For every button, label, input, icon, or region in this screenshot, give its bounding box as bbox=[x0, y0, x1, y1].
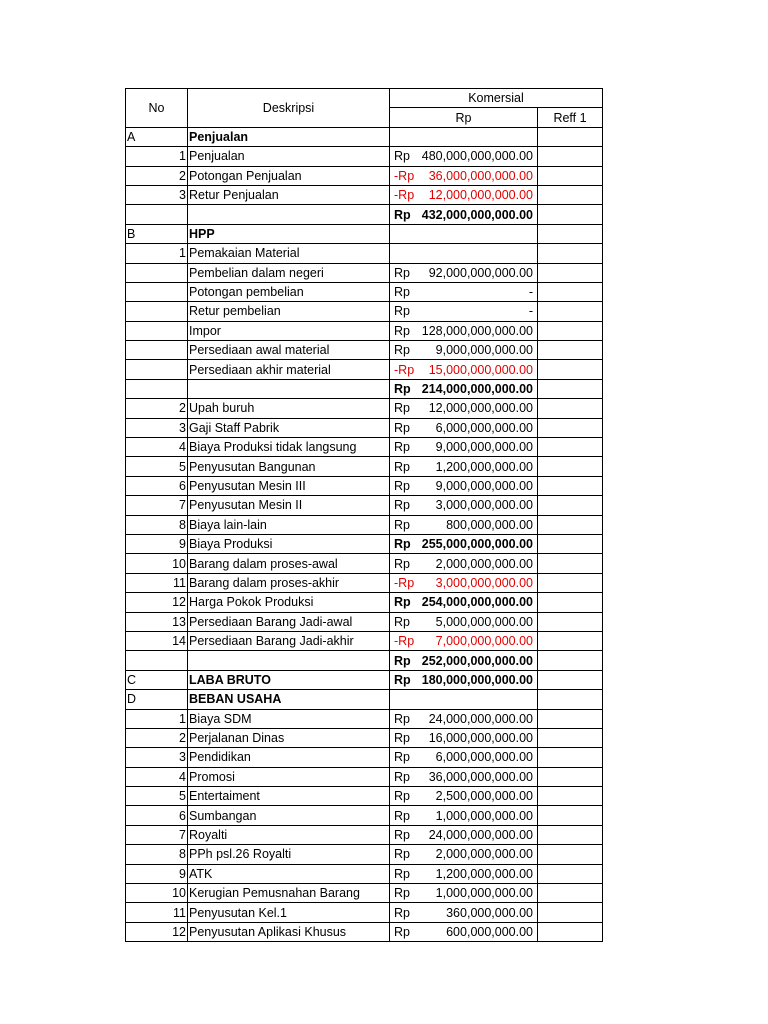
cell-reff[interactable] bbox=[538, 321, 603, 340]
cell-no[interactable]: D bbox=[126, 690, 188, 709]
cell-deskripsi[interactable]: BEBAN USAHA bbox=[188, 690, 390, 709]
cell-reff[interactable] bbox=[538, 864, 603, 883]
cell-currency[interactable] bbox=[390, 127, 420, 146]
cell-amount[interactable]: 3,000,000,000.00 bbox=[420, 573, 538, 592]
cell-amount[interactable] bbox=[420, 690, 538, 709]
cell-reff[interactable] bbox=[538, 787, 603, 806]
cell-deskripsi[interactable] bbox=[188, 205, 390, 224]
cell-deskripsi[interactable]: Impor bbox=[188, 321, 390, 340]
table-row bbox=[126, 631, 603, 650]
cell-no[interactable]: 5 bbox=[126, 787, 188, 806]
cell-currency[interactable]: -Rp bbox=[390, 631, 420, 650]
cell-currency[interactable]: Rp bbox=[390, 787, 420, 806]
cell-no[interactable]: 2 bbox=[126, 399, 188, 418]
cell-no[interactable] bbox=[126, 205, 188, 224]
cell-amount[interactable]: 255,000,000,000.00 bbox=[420, 534, 538, 553]
cell-reff[interactable] bbox=[538, 748, 603, 767]
cell-currency[interactable]: -Rp bbox=[390, 185, 420, 204]
cell-currency[interactable]: Rp bbox=[390, 903, 420, 922]
table-row bbox=[126, 399, 603, 418]
table-row bbox=[126, 302, 603, 321]
cell-deskripsi[interactable]: Biaya Produksi bbox=[188, 534, 390, 553]
cell-reff[interactable] bbox=[538, 282, 603, 301]
cell-no[interactable]: 11 bbox=[126, 573, 188, 592]
cell-deskripsi[interactable]: Retur Penjualan bbox=[188, 185, 390, 204]
cell-amount[interactable]: 128,000,000,000.00 bbox=[420, 321, 538, 340]
cell-reff[interactable] bbox=[538, 534, 603, 553]
cell-reff[interactable] bbox=[538, 244, 603, 263]
cell-amount[interactable]: 480,000,000,000.00 bbox=[420, 147, 538, 166]
cell-reff[interactable] bbox=[538, 690, 603, 709]
cell-amount[interactable]: 432,000,000,000.00 bbox=[420, 205, 538, 224]
cell-reff[interactable] bbox=[538, 302, 603, 321]
cell-reff[interactable] bbox=[538, 806, 603, 825]
header-rp[interactable]: Rp bbox=[390, 108, 538, 127]
cell-amount[interactable]: 36,000,000,000.00 bbox=[420, 166, 538, 185]
cell-reff[interactable] bbox=[538, 825, 603, 844]
cell-deskripsi[interactable]: Penyusutan Mesin III bbox=[188, 476, 390, 495]
table-row bbox=[126, 864, 603, 883]
cell-reff[interactable] bbox=[538, 127, 603, 146]
cell-reff[interactable] bbox=[538, 573, 603, 592]
table-row bbox=[126, 515, 603, 534]
cell-no[interactable]: 5 bbox=[126, 457, 188, 476]
cell-no[interactable]: 14 bbox=[126, 631, 188, 650]
cell-deskripsi[interactable]: HPP bbox=[188, 224, 390, 243]
cell-deskripsi[interactable]: Persediaan Barang Jadi-akhir bbox=[188, 631, 390, 650]
cell-amount[interactable] bbox=[420, 127, 538, 146]
cell-reff[interactable] bbox=[538, 476, 603, 495]
cell-deskripsi[interactable]: Penyusutan Bangunan bbox=[188, 457, 390, 476]
cell-no[interactable] bbox=[126, 282, 188, 301]
table-row bbox=[126, 127, 603, 146]
cell-currency[interactable]: Rp bbox=[390, 651, 420, 670]
cell-deskripsi[interactable] bbox=[188, 651, 390, 670]
cell-currency[interactable]: Rp bbox=[390, 612, 420, 631]
cell-currency[interactable]: Rp bbox=[390, 496, 420, 515]
cell-reff[interactable] bbox=[538, 457, 603, 476]
cell-amount[interactable]: 15,000,000,000.00 bbox=[420, 360, 538, 379]
cell-reff[interactable] bbox=[538, 884, 603, 903]
cell-currency[interactable]: Rp bbox=[390, 418, 420, 437]
cell-deskripsi[interactable]: Persediaan awal material bbox=[188, 341, 390, 360]
table-row bbox=[126, 379, 603, 398]
cell-no[interactable]: 7 bbox=[126, 825, 188, 844]
table-row bbox=[126, 845, 603, 864]
cell-deskripsi[interactable]: Harga Pokok Produksi bbox=[188, 593, 390, 612]
cell-currency[interactable]: Rp bbox=[390, 205, 420, 224]
cell-deskripsi[interactable]: Pemakaian Material bbox=[188, 244, 390, 263]
cell-deskripsi[interactable]: Gaji Staff Pabrik bbox=[188, 418, 390, 437]
cell-deskripsi[interactable]: Perjalanan Dinas bbox=[188, 728, 390, 747]
cell-currency[interactable]: Rp bbox=[390, 767, 420, 786]
cell-deskripsi[interactable]: Potongan pembelian bbox=[188, 282, 390, 301]
cell-currency[interactable]: Rp bbox=[390, 341, 420, 360]
table-row bbox=[126, 457, 603, 476]
cell-no[interactable] bbox=[126, 321, 188, 340]
cell-deskripsi[interactable]: Pendidikan bbox=[188, 748, 390, 767]
cell-deskripsi[interactable]: Biaya Produksi tidak langsung bbox=[188, 438, 390, 457]
header-deskripsi[interactable]: Deskripsi bbox=[188, 89, 390, 128]
cell-amount[interactable]: 214,000,000,000.00 bbox=[420, 379, 538, 398]
cell-reff[interactable] bbox=[538, 709, 603, 728]
table-row bbox=[126, 670, 603, 689]
cell-amount[interactable]: 6,000,000,000.00 bbox=[420, 418, 538, 437]
financial-table bbox=[125, 88, 603, 942]
cell-no[interactable]: 12 bbox=[126, 593, 188, 612]
table-row bbox=[126, 496, 603, 515]
cell-no[interactable]: 2 bbox=[126, 166, 188, 185]
table-row bbox=[126, 903, 603, 922]
cell-deskripsi[interactable]: Kerugian Pemusnahan Barang bbox=[188, 884, 390, 903]
table-row bbox=[126, 825, 603, 844]
table-row bbox=[126, 476, 603, 495]
cell-amount[interactable]: 9,000,000,000.00 bbox=[420, 438, 538, 457]
cell-currency[interactable]: -Rp bbox=[390, 573, 420, 592]
cell-deskripsi[interactable]: ATK bbox=[188, 864, 390, 883]
cell-deskripsi[interactable] bbox=[188, 379, 390, 398]
cell-deskripsi[interactable]: Pembelian dalam negeri bbox=[188, 263, 390, 282]
cell-amount[interactable]: 7,000,000,000.00 bbox=[420, 631, 538, 650]
cell-no[interactable]: 3 bbox=[126, 748, 188, 767]
cell-reff[interactable] bbox=[538, 845, 603, 864]
table-row bbox=[126, 360, 603, 379]
cell-currency[interactable] bbox=[390, 224, 420, 243]
header-no[interactable]: No bbox=[126, 89, 188, 128]
cell-currency[interactable] bbox=[390, 690, 420, 709]
cell-reff[interactable] bbox=[538, 166, 603, 185]
cell-currency[interactable]: Rp bbox=[390, 147, 420, 166]
cell-reff[interactable] bbox=[538, 767, 603, 786]
cell-amount[interactable]: 252,000,000,000.00 bbox=[420, 651, 538, 670]
cell-currency[interactable]: Rp bbox=[390, 457, 420, 476]
cell-amount[interactable]: 36,000,000,000.00 bbox=[420, 767, 538, 786]
table-row bbox=[126, 651, 603, 670]
cell-amount[interactable]: 24,000,000,000.00 bbox=[420, 825, 538, 844]
cell-currency[interactable]: Rp bbox=[390, 709, 420, 728]
table-row bbox=[126, 709, 603, 728]
cell-currency[interactable]: -Rp bbox=[390, 166, 420, 185]
cell-reff[interactable] bbox=[538, 341, 603, 360]
cell-currency[interactable]: Rp bbox=[390, 806, 420, 825]
cell-no[interactable]: A bbox=[126, 127, 188, 146]
cell-no[interactable]: 12 bbox=[126, 922, 188, 941]
cell-amount[interactable] bbox=[420, 224, 538, 243]
cell-deskripsi[interactable]: Promosi bbox=[188, 767, 390, 786]
cell-amount[interactable]: 12,000,000,000.00 bbox=[420, 399, 538, 418]
cell-amount[interactable]: 12,000,000,000.00 bbox=[420, 185, 538, 204]
cell-no[interactable]: 9 bbox=[126, 534, 188, 553]
table-row bbox=[126, 205, 603, 224]
cell-currency[interactable]: -Rp bbox=[390, 360, 420, 379]
cell-currency[interactable]: Rp bbox=[390, 321, 420, 340]
cell-amount[interactable]: 5,000,000,000.00 bbox=[420, 612, 538, 631]
table-row bbox=[126, 418, 603, 437]
cell-currency[interactable]: Rp bbox=[390, 282, 420, 301]
cell-no[interactable]: 6 bbox=[126, 476, 188, 495]
table-row bbox=[126, 767, 603, 786]
cell-amount[interactable]: 1,000,000,000.00 bbox=[420, 806, 538, 825]
header-komersial[interactable]: Komersial bbox=[390, 89, 603, 108]
cell-deskripsi[interactable]: Penyusutan Kel.1 bbox=[188, 903, 390, 922]
cell-reff[interactable] bbox=[538, 263, 603, 282]
cell-amount[interactable] bbox=[420, 244, 538, 263]
cell-deskripsi[interactable]: Barang dalam proses-awal bbox=[188, 554, 390, 573]
cell-amount[interactable]: 600,000,000.00 bbox=[420, 922, 538, 941]
cell-currency[interactable]: Rp bbox=[390, 515, 420, 534]
cell-deskripsi[interactable]: PPh psl.26 Royalti bbox=[188, 845, 390, 864]
cell-no[interactable] bbox=[126, 360, 188, 379]
table-row bbox=[126, 573, 603, 592]
cell-currency[interactable]: Rp bbox=[390, 825, 420, 844]
cell-reff[interactable] bbox=[538, 360, 603, 379]
cell-reff[interactable] bbox=[538, 224, 603, 243]
cell-currency[interactable]: Rp bbox=[390, 554, 420, 573]
cell-deskripsi[interactable]: Persediaan Barang Jadi-awal bbox=[188, 612, 390, 631]
table-row bbox=[126, 554, 603, 573]
cell-currency[interactable]: Rp bbox=[390, 302, 420, 321]
header-reff[interactable]: Reff 1 bbox=[538, 108, 603, 127]
cell-deskripsi[interactable]: Penjualan bbox=[188, 127, 390, 146]
cell-no[interactable]: 6 bbox=[126, 806, 188, 825]
cell-no[interactable]: 8 bbox=[126, 515, 188, 534]
table-row bbox=[126, 263, 603, 282]
cell-reff[interactable] bbox=[538, 438, 603, 457]
table-row bbox=[126, 748, 603, 767]
table-row bbox=[126, 593, 603, 612]
cell-currency[interactable]: Rp bbox=[390, 922, 420, 941]
cell-no[interactable]: 13 bbox=[126, 612, 188, 631]
cell-deskripsi[interactable]: Biaya lain-lain bbox=[188, 515, 390, 534]
table-row bbox=[126, 282, 603, 301]
table-row bbox=[126, 224, 603, 243]
cell-amount[interactable]: - bbox=[420, 302, 538, 321]
cell-deskripsi[interactable]: Retur pembelian bbox=[188, 302, 390, 321]
cell-deskripsi[interactable]: Sumbangan bbox=[188, 806, 390, 825]
cell-amount[interactable]: 800,000,000.00 bbox=[420, 515, 538, 534]
cell-deskripsi[interactable]: Royalti bbox=[188, 825, 390, 844]
cell-currency[interactable]: Rp bbox=[390, 845, 420, 864]
table-row bbox=[126, 612, 603, 631]
cell-amount[interactable]: 9,000,000,000.00 bbox=[420, 476, 538, 495]
cell-no[interactable]: 1 bbox=[126, 147, 188, 166]
cell-currency[interactable]: Rp bbox=[390, 379, 420, 398]
cell-reff[interactable] bbox=[538, 147, 603, 166]
cell-no[interactable]: 10 bbox=[126, 884, 188, 903]
cell-currency[interactable]: Rp bbox=[390, 748, 420, 767]
cell-amount[interactable]: 9,000,000,000.00 bbox=[420, 341, 538, 360]
cell-no[interactable] bbox=[126, 651, 188, 670]
cell-amount[interactable]: 92,000,000,000.00 bbox=[420, 263, 538, 282]
table-row bbox=[126, 884, 603, 903]
table-row bbox=[126, 728, 603, 747]
cell-no[interactable] bbox=[126, 379, 188, 398]
cell-amount[interactable]: 2,000,000,000.00 bbox=[420, 554, 538, 573]
cell-reff[interactable] bbox=[538, 399, 603, 418]
cell-no[interactable]: 9 bbox=[126, 864, 188, 883]
cell-amount[interactable]: 1,000,000,000.00 bbox=[420, 884, 538, 903]
cell-deskripsi[interactable]: Upah buruh bbox=[188, 399, 390, 418]
cell-amount[interactable]: 16,000,000,000.00 bbox=[420, 728, 538, 747]
cell-reff[interactable] bbox=[538, 651, 603, 670]
cell-currency[interactable]: Rp bbox=[390, 438, 420, 457]
cell-deskripsi[interactable]: Entertaiment bbox=[188, 787, 390, 806]
cell-no[interactable]: 3 bbox=[126, 185, 188, 204]
cell-no[interactable]: 7 bbox=[126, 496, 188, 515]
cell-reff[interactable] bbox=[538, 496, 603, 515]
cell-no[interactable]: B bbox=[126, 224, 188, 243]
cell-reff[interactable] bbox=[538, 631, 603, 650]
table-row bbox=[126, 690, 603, 709]
cell-amount[interactable]: 360,000,000.00 bbox=[420, 903, 538, 922]
table-row bbox=[126, 166, 603, 185]
cell-reff[interactable] bbox=[538, 418, 603, 437]
table-row bbox=[126, 185, 603, 204]
cell-currency[interactable]: Rp bbox=[390, 534, 420, 553]
cell-no[interactable] bbox=[126, 302, 188, 321]
cell-amount[interactable]: 2,500,000,000.00 bbox=[420, 787, 538, 806]
cell-deskripsi[interactable]: Persediaan akhir material bbox=[188, 360, 390, 379]
cell-deskripsi[interactable]: Barang dalam proses-akhir bbox=[188, 573, 390, 592]
cell-currency[interactable]: Rp bbox=[390, 864, 420, 883]
cell-reff[interactable] bbox=[538, 612, 603, 631]
table-row bbox=[126, 438, 603, 457]
cell-deskripsi[interactable]: LABA BRUTO bbox=[188, 670, 390, 689]
cell-amount[interactable]: 1,200,000,000.00 bbox=[420, 864, 538, 883]
cell-amount[interactable]: 254,000,000,000.00 bbox=[420, 593, 538, 612]
cell-reff[interactable] bbox=[538, 554, 603, 573]
cell-no[interactable]: 4 bbox=[126, 438, 188, 457]
cell-no[interactable]: 11 bbox=[126, 903, 188, 922]
cell-amount[interactable]: 180,000,000,000.00 bbox=[420, 670, 538, 689]
cell-currency[interactable]: Rp bbox=[390, 728, 420, 747]
cell-deskripsi[interactable]: Biaya SDM bbox=[188, 709, 390, 728]
table-body bbox=[126, 89, 603, 942]
cell-reff[interactable] bbox=[538, 515, 603, 534]
cell-amount[interactable]: 3,000,000,000.00 bbox=[420, 496, 538, 515]
cell-deskripsi[interactable]: Potongan Penjualan bbox=[188, 166, 390, 185]
table-row bbox=[126, 922, 603, 941]
cell-currency[interactable]: Rp bbox=[390, 263, 420, 282]
cell-no[interactable]: 3 bbox=[126, 418, 188, 437]
cell-reff[interactable] bbox=[538, 670, 603, 689]
cell-amount[interactable]: 1,200,000,000.00 bbox=[420, 457, 538, 476]
cell-no[interactable]: C bbox=[126, 670, 188, 689]
cell-no[interactable]: 10 bbox=[126, 554, 188, 573]
cell-reff[interactable] bbox=[538, 185, 603, 204]
cell-no[interactable]: 4 bbox=[126, 767, 188, 786]
cell-reff[interactable] bbox=[538, 922, 603, 941]
cell-currency[interactable]: Rp bbox=[390, 476, 420, 495]
cell-currency[interactable]: Rp bbox=[390, 593, 420, 612]
cell-no[interactable] bbox=[126, 341, 188, 360]
cell-reff[interactable] bbox=[538, 728, 603, 747]
cell-no[interactable]: 1 bbox=[126, 709, 188, 728]
cell-reff[interactable] bbox=[538, 903, 603, 922]
cell-currency[interactable]: Rp bbox=[390, 670, 420, 689]
cell-no[interactable] bbox=[126, 263, 188, 282]
cell-reff[interactable] bbox=[538, 379, 603, 398]
cell-no[interactable]: 1 bbox=[126, 244, 188, 263]
cell-amount[interactable]: 24,000,000,000.00 bbox=[420, 709, 538, 728]
cell-deskripsi[interactable]: Penyusutan Aplikasi Khusus bbox=[188, 922, 390, 941]
table-row bbox=[126, 321, 603, 340]
cell-amount[interactable]: 2,000,000,000.00 bbox=[420, 845, 538, 864]
cell-deskripsi[interactable]: Penyusutan Mesin II bbox=[188, 496, 390, 515]
cell-amount[interactable]: 6,000,000,000.00 bbox=[420, 748, 538, 767]
table-row bbox=[126, 806, 603, 825]
header-row-1 bbox=[126, 89, 603, 108]
table-row bbox=[126, 147, 603, 166]
cell-amount[interactable]: - bbox=[420, 282, 538, 301]
cell-currency[interactable] bbox=[390, 244, 420, 263]
cell-no[interactable]: 8 bbox=[126, 845, 188, 864]
table-row bbox=[126, 787, 603, 806]
cell-reff[interactable] bbox=[538, 205, 603, 224]
table-row bbox=[126, 534, 603, 553]
table-row bbox=[126, 244, 603, 263]
cell-currency[interactable]: Rp bbox=[390, 399, 420, 418]
cell-currency[interactable]: Rp bbox=[390, 884, 420, 903]
table-row bbox=[126, 341, 603, 360]
cell-reff[interactable] bbox=[538, 593, 603, 612]
cell-deskripsi[interactable]: Penjualan bbox=[188, 147, 390, 166]
cell-no[interactable]: 2 bbox=[126, 728, 188, 747]
